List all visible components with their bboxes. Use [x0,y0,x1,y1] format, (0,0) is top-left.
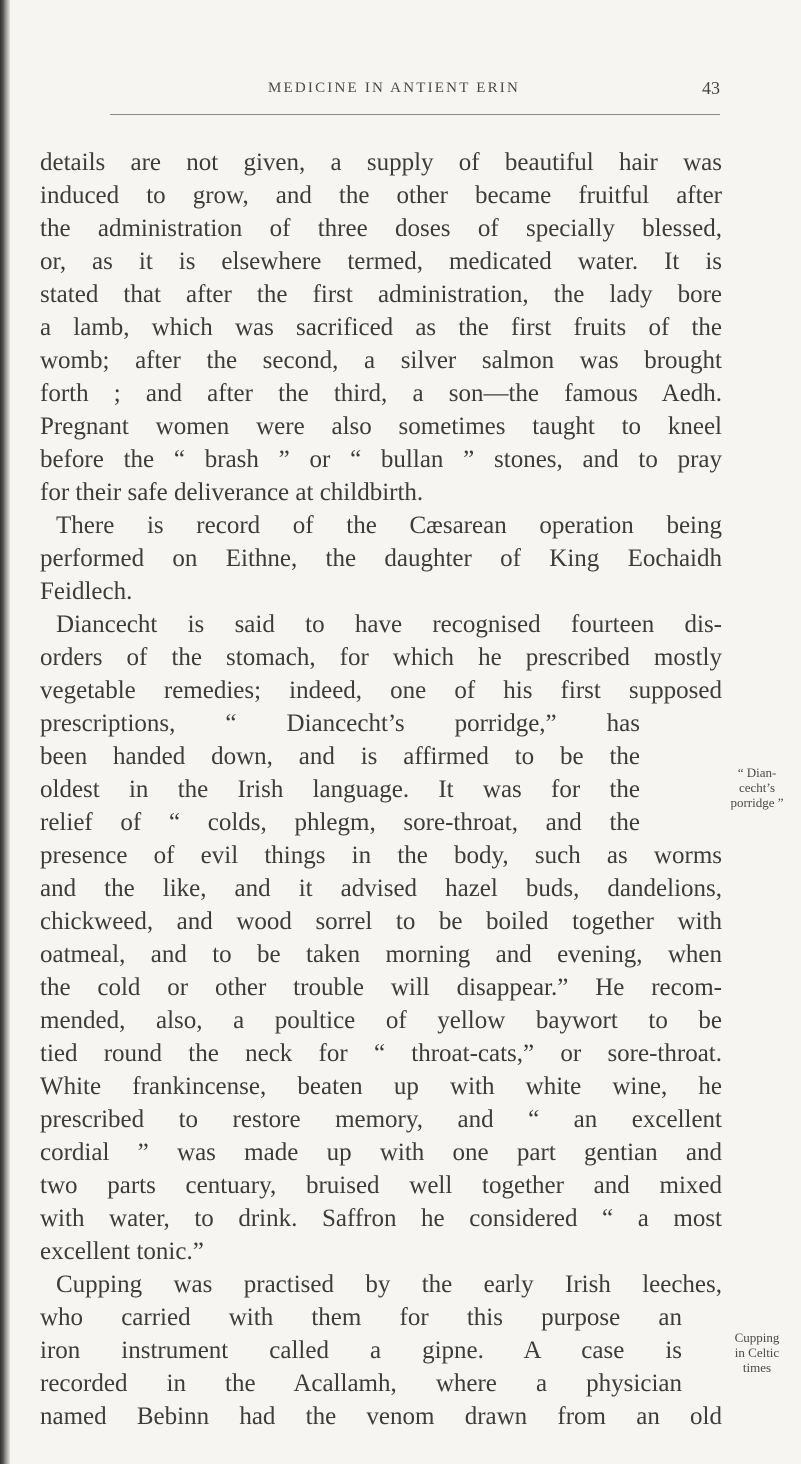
text-line: excellent tonic.” [40,1238,204,1265]
text-line: the cold or other trouble will disappear.” He recom- [40,974,722,1001]
book-spine-edge [0,0,10,1464]
running-title: MEDICINE IN ANTIENT ERIN [267,80,521,96]
margin-note-line: porridge ” [730,795,784,810]
text-line: two parts centuary, bruised well together and mixed [40,1172,722,1199]
text-line: Feidlech. [40,578,133,605]
text-line: oatmeal, and to be taken morning and evening, when [40,941,722,968]
running-head [68,78,720,108]
text-line: mended, also, a poultice of yellow baywort to be [40,1007,722,1034]
text-line: prescribed to restore memory, and “ an excellent [40,1106,722,1133]
text-line: who carried with them for this purpose an [40,1304,682,1331]
text-line: relief of “ colds, phlegm, sore-throat, and the [40,809,640,836]
text-line: recorded in the Acallamh, where a physician [40,1370,682,1397]
margin-note-porridge [714,765,800,810]
header-rule [110,114,720,115]
text-line: cordial ” was made up with one part gentian and [40,1139,722,1166]
text-line: vegetable remedies; indeed, one of his first supposed [40,677,722,704]
text-line: named Bebinn had the venom drawn from an old [40,1403,722,1430]
margin-note-line: “ Dian- [737,765,777,780]
margin-note-line: times [742,1360,772,1375]
text-line: oldest in the Irish language. It was for the [40,776,640,803]
text-line: chickweed, and wood sorrel to be boiled together with [40,908,722,935]
margin-note-line: in Celtic [734,1345,780,1360]
text-line: a lamb, which was sacrificed as the first fruits of the [40,314,722,341]
text-line: for their safe deliverance at childbirth. [40,479,424,506]
text-line: performed on Eithne, the daughter of King Eochaidh [40,545,722,572]
text-line: been handed down, and is affirmed to be the [40,743,640,770]
text-line: presence of evil things in the body, such as worms [40,842,722,869]
text-line: White frankincense, beaten up with white wine, he [40,1073,722,1100]
text-line: Cupping was practised by the early Irish leeches, [56,1271,722,1298]
text-line: or, as it is elsewhere termed, medicated water. It is [40,248,722,275]
text-line: with water, to drink. Saffron he considered “ a most [40,1205,722,1232]
text-line: tied round the neck for “ throat-cats,” or sore-throat. [40,1040,722,1067]
margin-note-line: Cupping [734,1330,780,1345]
text-line: womb; after the second, a silver salmon was brought [40,347,722,374]
page-number: 43 [702,78,720,98]
text-line: orders of the stomach, for which he prescribed mostly [40,644,722,671]
text-line: iron instrument called a gipne. A case is [40,1337,682,1364]
text-line: prescriptions, “ Diancecht’s porridge,” has [40,710,640,737]
text-line: before the “ brash ” or “ bullan ” stones, and to pray [40,446,722,473]
margin-note-cupping [714,1330,800,1375]
text-line: Diancecht is said to have recognised fourteen dis- [56,611,722,638]
text-line: Pregnant women were also sometimes taught to kneel [40,413,722,440]
margin-note-line: cecht’s [738,780,776,795]
text-line: details are not given, a supply of beautiful hair was [40,149,722,176]
text-line: and the like, and it advised hazel buds, dandelions, [40,875,722,902]
text-line: forth ; and after the third, a son—the famous Aedh. [40,380,722,407]
text-line: stated that after the first administration, the lady bore [40,281,722,308]
text-line: the administration of three doses of specially blessed, [40,215,722,242]
text-line: There is record of the Cæsarean operation being [56,512,722,539]
text-line: induced to grow, and the other became fruitful after [40,182,722,209]
